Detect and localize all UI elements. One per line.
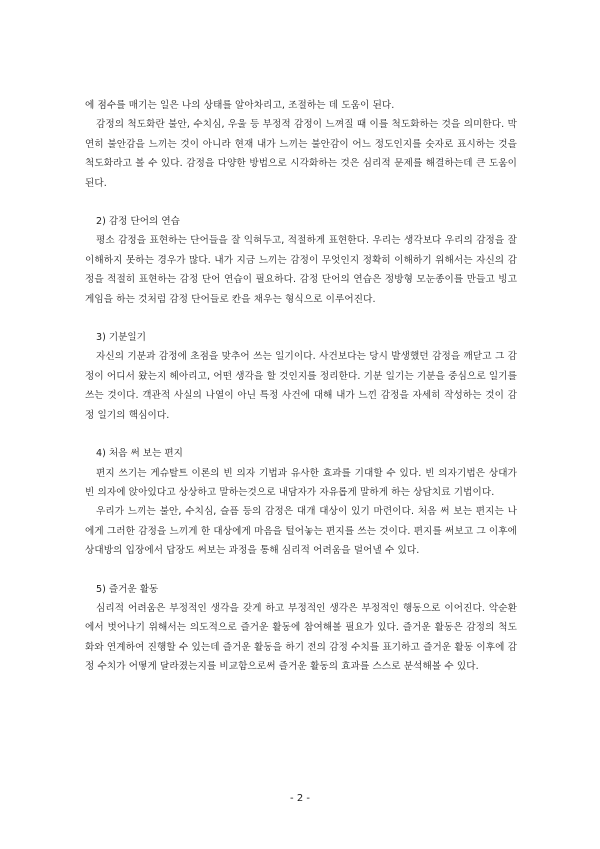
section-heading: 2) 감정 단어의 연습 <box>96 216 180 228</box>
section-paragraph: 자신의 기분과 감정에 초점을 맞추어 쓰는 일기이다. 사건보다는 당시 발생했던 감정을 깨닫고 그 감정이 어디서 왔는지 헤아리고, 어떤 생각을 할 것인지를 정리한다. 기분 일기는 기분을 중심으로 일기를 쓰는 것이다. 객관적 사실의 나열이 아닌 특정 사건에 대해 내가 느낀 감정을 자세히 작성하는 것이 감정 일기의 핵심이다. <box>85 351 517 421</box>
section-gap <box>85 561 517 580</box>
section-gap <box>85 425 517 444</box>
section-paragraph: 우리가 느끼는 불안, 수치심, 슬픔 등의 감정은 대개 대상이 있기 마련이다. 처음 써 보는 편지는 나에게 그러한 감정을 느끼게 한 대상에게 마음을 털어놓는 편지를 쓰는 것이다. 편지를 써보고 그 이후에 상대방의 입장에서 답장도 써보는 과정을 통해 심리적 어려움을 덜어낼 수 있다. <box>85 506 517 557</box>
section-pleasant-activities <box>85 580 517 677</box>
section-mood-diary <box>85 328 517 425</box>
section-heading: 5) 즐거운 활동 <box>96 583 159 595</box>
document-body <box>85 96 517 677</box>
section-first-letter <box>85 444 517 560</box>
section-heading: 3) 기분일기 <box>96 332 146 344</box>
page-number: - 2 - <box>290 793 310 804</box>
section-paragraph: 편지 쓰기는 게슈탈트 이론의 빈 의자 기법과 유사한 효과를 기대할 수 있다. 빈 의자기법은 상대가 빈 의자에 앉아있다고 상상하고 말하는것으로 내담자가 자유롭게 말하게 하는 상담치료 기법이다. <box>85 467 517 498</box>
section-paragraph: 심리적 어려움은 부정적인 생각을 갖게 하고 부정적인 생각은 부정적인 행동으로 이어진다. 악순환에서 벗어나기 위해서는 의도적으로 즐거운 활동에 참여해볼 필요가 있다. 즐거운 활동은 감정의 척도화와 연계하여 진행할 수 있는데 즐거운 활동을 하기 전의 감정 수치를 표기하고 즐거운 활동 이후에 감정 수치가 어떻게 달라졌는지를 비교함으로써 즐거운 활동의 효과를 스스로 분석해볼 수 있다. <box>85 602 517 673</box>
intro-paragraph: 감정의 척도화란 불안, 수치심, 우울 등 부정적 감정이 느껴질 때 이를 척도화하는 것을 의미한다. 막연히 불안감을 느끼는 것이 아니라 현재 내가 느끼는 불안감이 어느 정도인지를 숫자로 표시하는 것을 척도화라고 볼 수 있다. 감정을 다양한 방법으로 시각화하는 것은 심리적 문제를 해결하는데 큰 도움이 된다. <box>85 119 517 189</box>
section-heading: 4) 처음 써 보는 편지 <box>96 448 183 460</box>
intro-continuation: 에 점수를 매기는 일은 나의 상태를 알아차리고, 조절하는 데 도움이 된다. <box>85 100 395 111</box>
section-paragraph: 평소 감정을 표현하는 단어들을 잘 익혀두고, 적절하게 표현한다. 우리는 생각보다 우리의 감정을 잘 이해하지 못하는 경우가 많다. 내가 지금 느끼는 감정이 무엇인지 정확히 이해하기 위해서는 자신의 감정을 적절히 표현하는 감정 단어 연습이 필요하다. 감정 단어의 연습은 정방형 모눈종이를 만들고 빙고 게임을 하는 것처럼 감정 단어들로 칸을 채우는 형식으로 이루어진다. <box>85 235 517 305</box>
section-emotion-words <box>85 212 517 309</box>
section-gap <box>85 309 517 328</box>
section-gap <box>85 193 517 212</box>
